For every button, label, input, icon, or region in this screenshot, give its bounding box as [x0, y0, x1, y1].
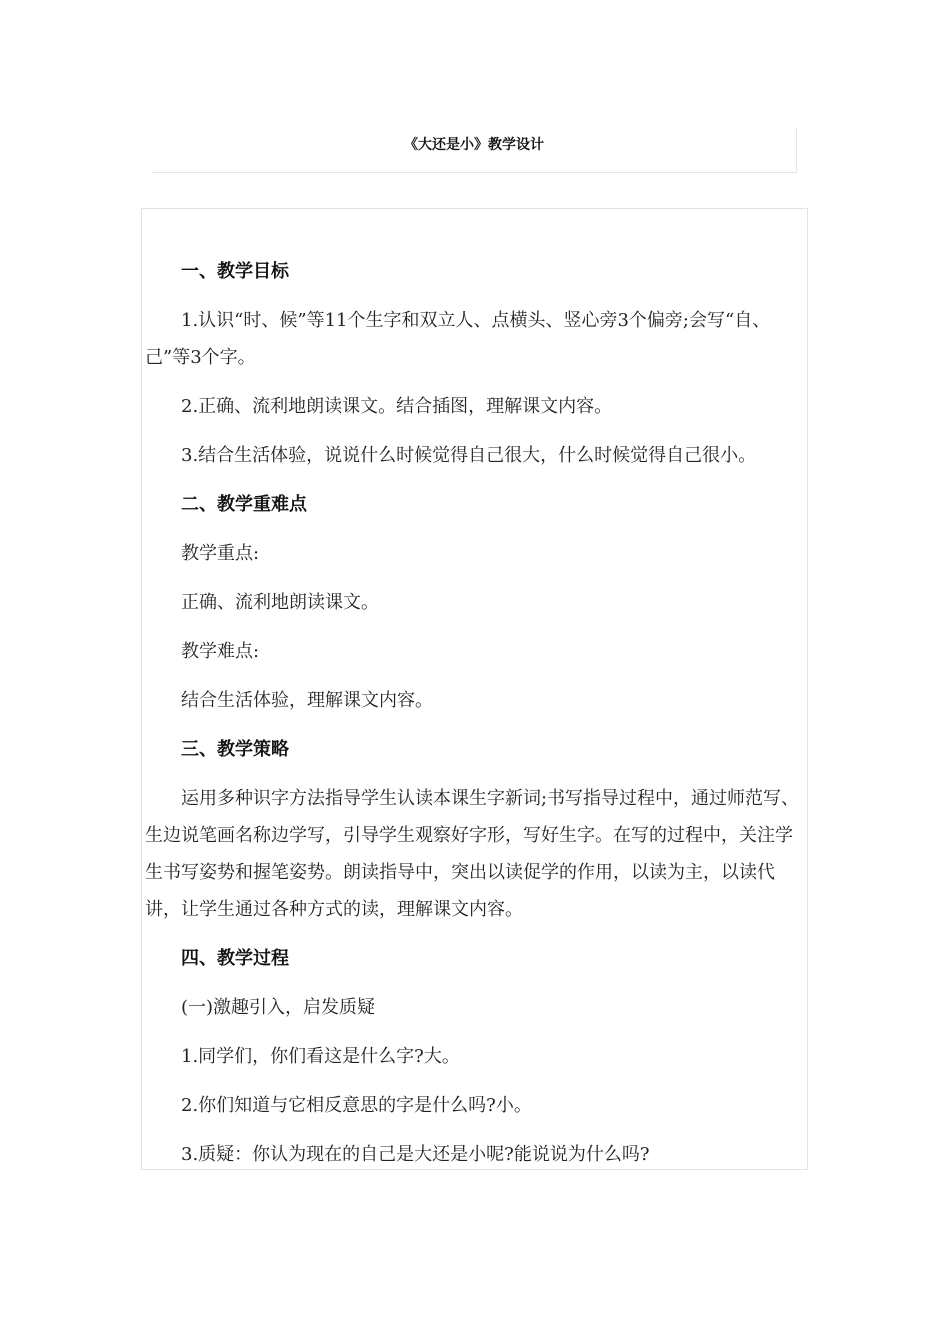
section-heading-strategy: 三、教学策略 [181, 739, 289, 760]
goal-item-1: 1.认识“时、候”等11个生字和双立人、点横头、竖心旁3个偏旁;会写“自、己”等3个字。 [145, 310, 771, 368]
strategy-text: 运用多种识字方法指导学生认读本课生字新词;书写指导过程中，通过师范写、生边说笔画名称边学写，引导学生观察好字形，写好生字。在写的过程中，关注学生书写姿势和握笔姿势。朗读指导中，突出以读促学的作用，以读为主，以读代讲，让学生通过各种方式的读，理解课文内容。 [145, 788, 800, 920]
difficulty-text: 结合生活体验，理解课文内容。 [181, 690, 433, 711]
key-point-text: 正确、流利地朗读课文。 [181, 592, 379, 613]
process-step-title: (一)激趣引入，启发质疑 [181, 997, 376, 1018]
process-item-1: 1.同学们，你们看这是什么字?大。 [181, 1046, 460, 1067]
section-heading-process: 四、教学过程 [181, 948, 289, 969]
document-title: 《大还是小》教学设计 [152, 128, 797, 173]
section-heading-key-points: 二、教学重难点 [181, 494, 307, 515]
goal-item-3: 3.结合生活体验，说说什么时候觉得自己很大，什么时候觉得自己很小。 [181, 445, 757, 466]
difficulty-label: 教学难点: [181, 641, 260, 662]
content-panel [141, 208, 808, 1170]
process-item-3: 3.质疑：你认为现在的自己是大还是小呢?能说说为什么吗? [181, 1144, 650, 1165]
goal-item-2: 2.正确、流利地朗读课文。结合插图，理解课文内容。 [181, 396, 613, 417]
key-point-label: 教学重点: [181, 543, 260, 564]
process-item-2: 2.你们知道与它相反意思的字是什么吗?小。 [181, 1095, 532, 1116]
section-heading-goals: 一、教学目标 [181, 261, 289, 282]
